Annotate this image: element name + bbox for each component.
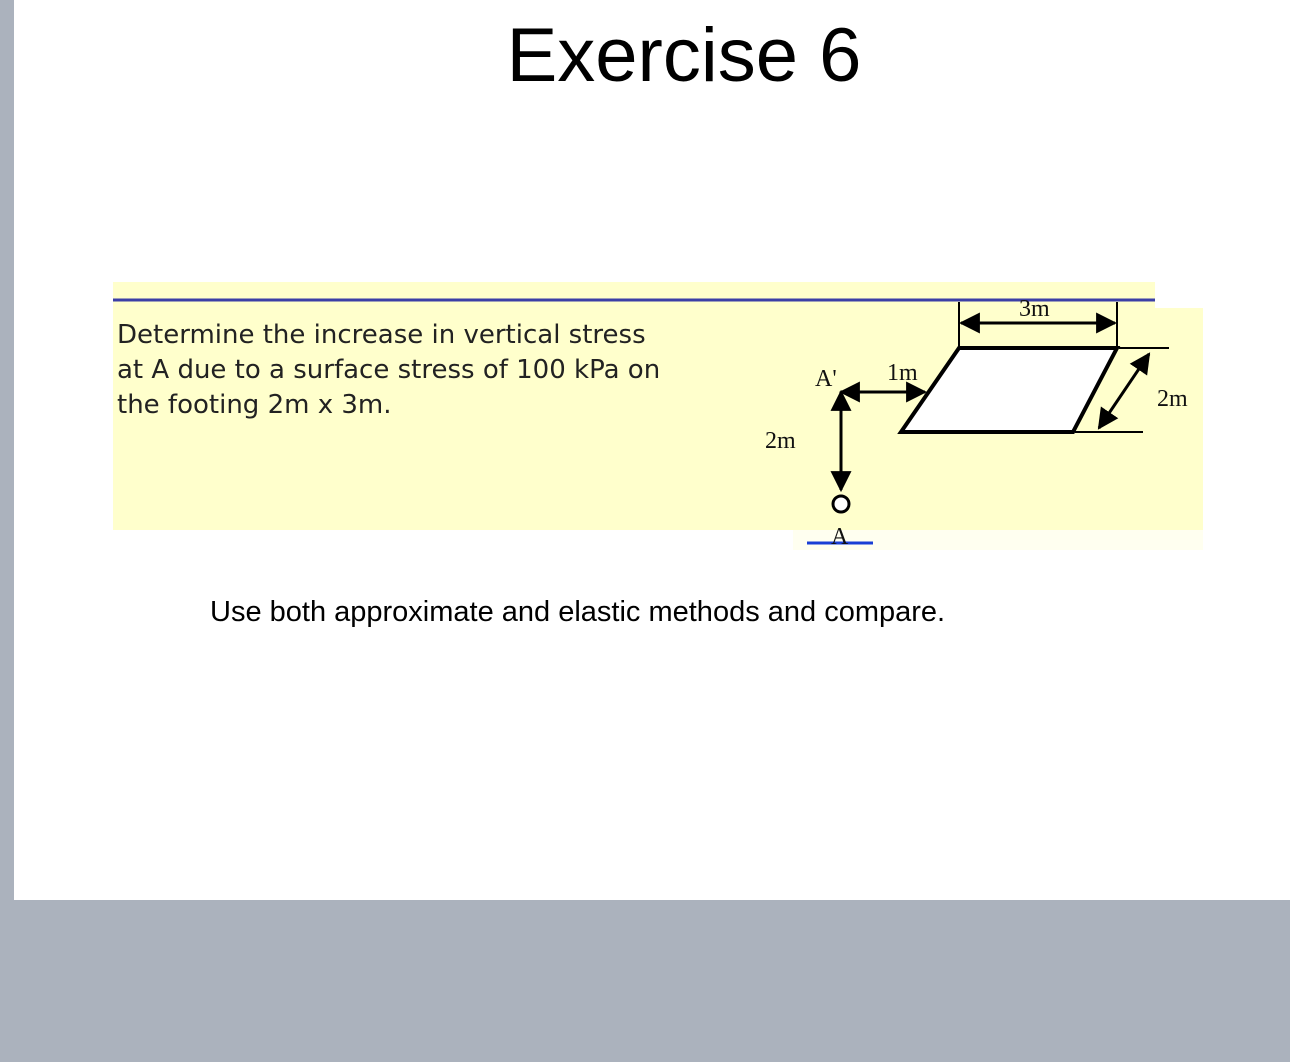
dimension-offset-label: 1m (887, 360, 918, 386)
dimension-vertical-label: 2m (765, 428, 796, 454)
problem-statement (117, 318, 717, 423)
problem-figure (113, 282, 1203, 554)
problem-line: the footing 2m x 3m. (117, 390, 392, 420)
point-a-prime-label: A' (815, 366, 837, 392)
dimension-depth-label: 2m (1157, 386, 1188, 412)
problem-line: Determine the increase in vertical stress (117, 320, 646, 350)
point-a-marker (833, 496, 849, 512)
slide-title: Exercise 6 (506, 13, 862, 98)
problem-line: at A due to a surface stress of 100 kPa on (117, 355, 661, 385)
dimension-width-label: 3m (1019, 296, 1050, 322)
point-a-label: A (831, 524, 849, 550)
instruction-note: Use both approximate and elastic methods and compare. (210, 596, 946, 628)
slide (14, 0, 1290, 900)
